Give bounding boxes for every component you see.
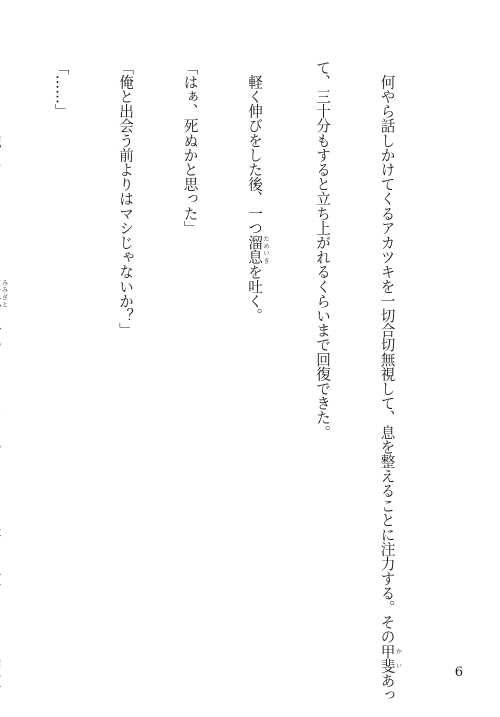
ruby-annotation: 溜息 ためいき (246, 235, 269, 265)
text-line-6: 「……」 (52, 60, 70, 119)
text-line-1: 何やら話しかけてくるアカツキを一切合切無視して、息を整えることに注力する。その甲斐 かいあっ (378, 60, 402, 703)
ruby-annotation: 甲斐 かい (378, 644, 402, 674)
text-line-7 (0, 60, 7, 660)
text-line-4: 「はぁ、死ぬかと思った」 (181, 60, 199, 236)
ruby-annotation: みみざと (0, 279, 8, 309)
page-number: 6 (454, 665, 463, 680)
text-line-5: 「俺と出会う前よりはマシじゃないか？」 (117, 60, 134, 338)
body-text (0, 60, 444, 703)
text-line-3: 軽く伸びをした後、一つ溜息 ためいきを吐く。 (246, 60, 269, 323)
text-line-2: て、三十分もすると立ち上がれるくらいまで回復できた。 (314, 60, 331, 440)
